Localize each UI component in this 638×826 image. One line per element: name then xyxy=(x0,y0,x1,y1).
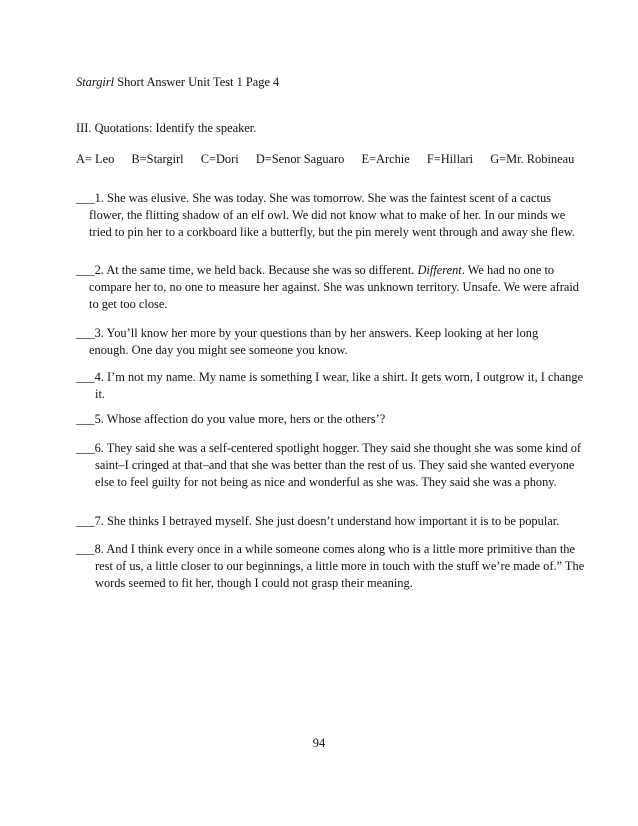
question-item xyxy=(76,411,579,428)
speaker-key-item: F=Hillari xyxy=(426,152,474,166)
question-item xyxy=(76,325,579,359)
page-header xyxy=(76,74,576,91)
question-text: 1. She was elusive. She was today. She was tomorrow. She was the faintest scent of a cactus flower, the flitting shadow of an elf owl. We did not know what to make of her. In our minds we tried to pin her to a corkboard like a butterfly, but the pin merely went through and away she flew. xyxy=(89,191,575,239)
question-item xyxy=(76,440,585,491)
answer-blank: ___ xyxy=(76,441,95,455)
book-title: Stargirl xyxy=(76,75,115,89)
speaker-key-item: A= Leo xyxy=(76,152,115,166)
speaker-key-item: C=Dori xyxy=(200,152,239,166)
page-number: 94 xyxy=(312,736,326,750)
emphasized-word: Different xyxy=(417,263,462,277)
answer-blank: ___ xyxy=(76,370,95,384)
question-text-continued: . We had no one to compare her to, no one to measure her against. She was unknown territory. Unsafe. We were afraid to get too close. xyxy=(89,263,579,311)
question-text: 3. You’ll know her more by your questions than by her answers. Keep looking at her long enough. One day you might see someone you know. xyxy=(89,326,539,357)
speaker-key-item: E=Archie xyxy=(361,152,410,166)
answer-blank: ___ xyxy=(76,326,95,340)
question-item xyxy=(76,369,585,403)
question-text: 7. She thinks I betrayed myself. She just doesn’t understand how important it is to be popular. xyxy=(94,514,560,528)
answer-blank: ___ xyxy=(76,412,95,426)
question-item xyxy=(76,190,579,241)
speaker-key xyxy=(76,151,574,168)
question-text: 5. Whose affection do you value more, hers or the others’? xyxy=(94,412,386,426)
question-item xyxy=(76,262,579,313)
answer-blank: ___ xyxy=(76,514,95,528)
speaker-key-item: D=Senor Saguaro xyxy=(255,152,345,166)
question-text: 8. And I think every once in a while someone comes along who is a little more primitive than the rest of us, a little closer to our beginnings, a little more in touch with the stuff we’re made of.” The words seemed to fit her, though I could not grasp their meaning. xyxy=(94,542,585,590)
question-text: 2. At the same time, we held back. Because she was so different. xyxy=(94,263,418,277)
question-item xyxy=(76,513,579,530)
section-heading: III. Quotations: Identify the speaker. xyxy=(76,121,257,135)
question-text: 4. I’m not my name. My name is something I wear, like a shirt. It gets worn, I outgrow it, I change it. xyxy=(94,370,584,401)
answer-blank: ___ xyxy=(76,263,95,277)
speaker-key-item: B=Stargirl xyxy=(131,152,184,166)
answer-blank: ___ xyxy=(76,542,95,556)
question-item xyxy=(76,541,585,592)
header-text: Short Answer Unit Test 1 Page 4 xyxy=(114,75,280,89)
speaker-key-item: G=Mr. Robineau xyxy=(490,152,575,166)
answer-blank: ___ xyxy=(76,191,95,205)
question-text: 6. They said she was a self-centered spotlight hogger. They said she thought she was some kind of saint–I cringed at that–and that she was better than the rest of us. They said she wanted everyone else to feel guilty for not being as nice and wonderful as she was. They said she was a phony. xyxy=(94,441,582,489)
